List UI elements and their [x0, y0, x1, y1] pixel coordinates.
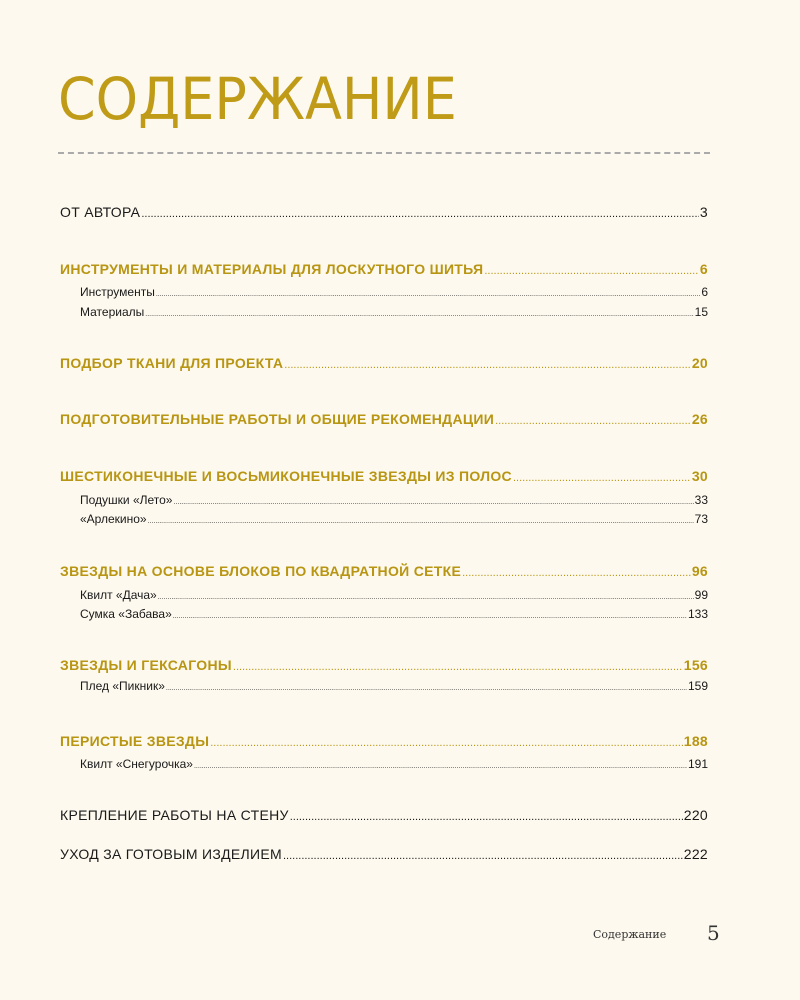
toc-entry-page: 99 [694, 588, 708, 602]
toc-entry-label: Инструменты [80, 285, 155, 299]
toc-subentry-podushki-leto[interactable] [80, 493, 708, 507]
toc-entry-page: 3 [699, 204, 708, 220]
toc-entry-page: 159 [687, 679, 708, 693]
toc-entry-label: ОТ АВТОРА [60, 204, 141, 220]
dot-leader [194, 763, 687, 770]
toc-entry-page: 156 [683, 657, 708, 673]
toc-entry-label: ШЕСТИКОНЕЧНЫЕ И ВОСЬМИКОНЕЧНЫЕ ЗВЕЗДЫ ИЗ ПОЛОС [60, 468, 512, 484]
dot-leader [484, 265, 699, 277]
table-of-contents [60, 0, 708, 1000]
toc-entry-label: Сумка «Забава» [80, 607, 172, 621]
dot-leader [462, 567, 691, 579]
dot-leader [141, 208, 699, 220]
toc-entry-label: Квилт «Снегурочка» [80, 757, 193, 771]
toc-subentry-instrumenty[interactable] [80, 285, 708, 299]
dot-leader [148, 518, 694, 525]
dot-leader [166, 685, 687, 692]
toc-entry-shestikonechnye[interactable] [60, 468, 708, 484]
dot-leader [284, 359, 691, 371]
toc-entry-instrumenty-materialy[interactable] [60, 261, 708, 277]
toc-subentry-kvilt-dacha[interactable] [80, 588, 708, 602]
toc-entry-zvezdy-geksagony[interactable] [60, 657, 708, 673]
toc-subentry-arlekino[interactable] [80, 512, 708, 526]
dot-leader [283, 850, 683, 862]
toc-entry-page: 30 [691, 468, 708, 484]
toc-entry-page: 6 [699, 261, 708, 277]
toc-entry-page: 96 [691, 563, 708, 579]
toc-entry-page: 73 [694, 512, 708, 526]
toc-entry-label: ПОДГОТОВИТЕЛЬНЫЕ РАБОТЫ И ОБЩИЕ РЕКОМЕНДАЦИИ [60, 411, 495, 427]
dot-leader [173, 613, 687, 620]
toc-subentry-sumka-zabava[interactable] [80, 607, 708, 621]
toc-subentry-materialy[interactable] [80, 305, 708, 319]
toc-entry-peristye[interactable] [60, 733, 708, 749]
toc-entry-page: 222 [683, 846, 708, 862]
dot-leader [495, 415, 691, 427]
toc-entry-zvezdy-bloki[interactable] [60, 563, 708, 579]
dot-leader [156, 291, 700, 298]
toc-entry-page: 188 [683, 733, 708, 749]
page-title: СОДЕРЖАНИЕ [58, 65, 457, 133]
toc-entry-label: Материалы [80, 305, 145, 319]
toc-entry-label: УХОД ЗА ГОТОВЫМ ИЗДЕЛИЕМ [60, 846, 282, 862]
toc-entry-label: ЗВЕЗДЫ И ГЕКСАГОНЫ [60, 657, 232, 673]
toc-entry-kreplenie[interactable] [60, 807, 708, 823]
toc-entry-label: «Арлекино» [80, 512, 147, 526]
toc-subentry-kvilt-snegurochka[interactable] [80, 757, 708, 771]
toc-entry-podgotovitelnye[interactable] [60, 411, 708, 427]
dot-leader [290, 811, 683, 823]
toc-entry-page: 191 [687, 757, 708, 771]
toc-entry-page: 220 [683, 807, 708, 823]
toc-entry-page: 26 [691, 411, 708, 427]
dot-leader [513, 472, 691, 484]
toc-entry-ukhod[interactable] [60, 846, 708, 862]
dot-leader [210, 737, 683, 749]
toc-entry-page: 15 [694, 305, 708, 319]
page-number: 5 [707, 921, 720, 945]
dot-leader [173, 499, 693, 506]
toc-entry-label: Плед «Пикник» [80, 679, 165, 693]
toc-entry-label: ПЕРИСТЫЕ ЗВЕЗДЫ [60, 733, 210, 749]
toc-entry-label: Подушки «Лето» [80, 493, 173, 507]
dot-leader [145, 311, 693, 318]
toc-subentry-pled-piknik[interactable] [80, 679, 708, 693]
toc-entry-page: 133 [687, 607, 708, 621]
toc-entry-label: ИНСТРУМЕНТЫ И МАТЕРИАЛЫ ДЛЯ ЛОСКУТНОГО ШИТЬЯ [60, 261, 484, 277]
toc-entry-label: ЗВЕЗДЫ НА ОСНОВЕ БЛОКОВ ПО КВАДРАТНОЙ СЕТКЕ [60, 563, 462, 579]
toc-entry-podbor-tkani[interactable] [60, 355, 708, 371]
dot-leader [158, 594, 694, 601]
toc-entry-label: ПОДБОР ТКАНИ ДЛЯ ПРОЕКТА [60, 355, 284, 371]
running-footer-label: Содержание [593, 928, 667, 941]
toc-entry-page: 33 [694, 493, 708, 507]
dot-leader [233, 661, 683, 673]
toc-entry-label: КРЕПЛЕНИЕ РАБОТЫ НА СТЕНУ [60, 807, 289, 823]
toc-entry-page: 6 [701, 285, 708, 299]
toc-entry-ot-avtora[interactable] [60, 204, 708, 220]
toc-entry-page: 20 [691, 355, 708, 371]
toc-entry-label: Квилт «Дача» [80, 588, 157, 602]
